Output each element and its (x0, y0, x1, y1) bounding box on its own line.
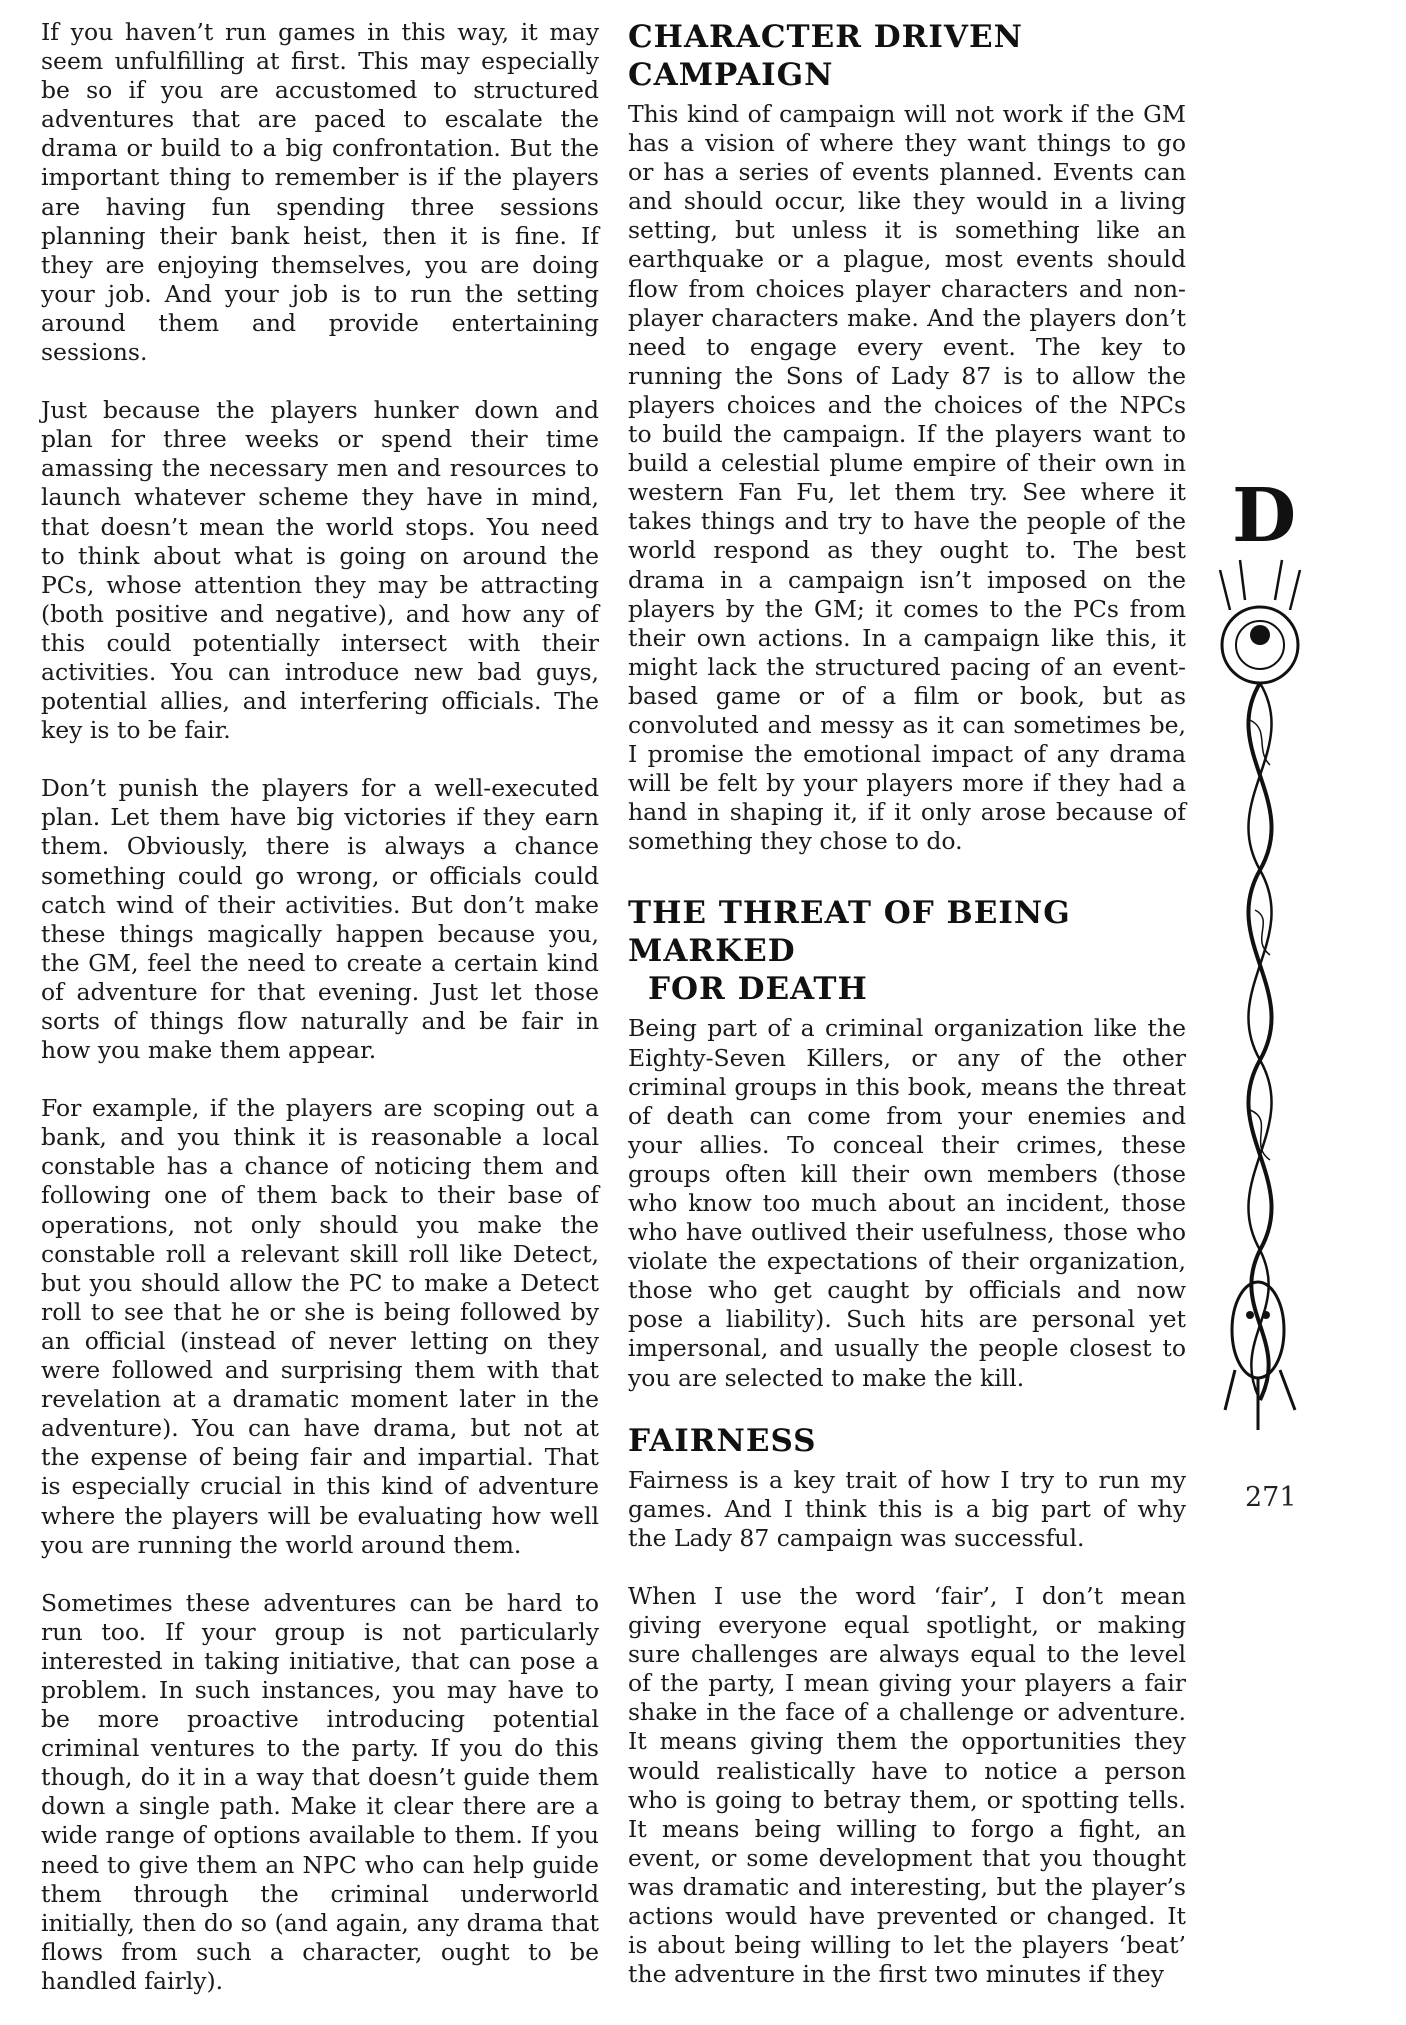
left-column (41, 18, 599, 2025)
heading-threat-of-being-marked (628, 894, 1186, 1008)
paragraph: If you haven’t run games in this way, it may seem unfulfilling at first. This may especially be so if you are accustomed to structured adventures that are paced to escalate the drama or build to a big confrontation. But the important thing to remember is if the players are having fun spending three sessions planning their bank heist, then it is fine. If they are enjoying themselves, you are doing your job. And your job is to run the setting around them and provide entertaining sessions. (41, 18, 599, 367)
heading-line: FOR DEATH (648, 971, 868, 1008)
paragraph: Don’t punish the players for a well-executed plan. Let them have big victories if they earn them. Obviously, there is always a chance something could go wrong, or officials could catch wind of their activities. But don’t make these things magically happen because you, the GM, feel the need to create a certain kind of adventure for that evening. Just let those sorts of things flow naturally and be fair in how you make them appear. (41, 774, 599, 1065)
paragraph: Fairness is a key trait of how I try to run my games. And I think this is a big part of why the Lady 87 campaign was successful. (628, 1465, 1186, 1552)
paragraph: This kind of campaign will not work if the GM has a vision of where they want things to go or has a series of events planned. Events can and should occur, like they would in a living setting, but unless it is something like an earthquake or a plague, most events should flow from choices player characters and non-player characters make. And the players don’t need to engage every event. The key to running the Sons of Lady 87 is to allow the players choices and the choices of the NPCs to build the campaign. If the players want to build a celestial plume empire of their own in western Fan Fu, let them try. See where it takes things and try to have the people of the world respond as they ought to. The best drama in a campaign isn’t imposed on the players by the GM; it comes to the PCs from their own actions. In a campaign like this, it might lack the structured pacing of an event-based game or of a film or book, but as convoluted and messy as it can sometimes be, I promise the emotional impact of any drama will be felt by your players more if they had a hand in shaping it, if it only arose because of something they chose to do. (628, 100, 1186, 856)
heading-fairness: FAIRNESS (628, 1422, 817, 1459)
paragraph: When I use the word ‘fair’, I don’t mean giving everyone equal spotlight, or making sure challenges are always equal to the level of the party, I mean giving your players a fair shake in the face of a challenge or adventure. It means giving them the opportunities they would realistically have to notice a person who is going to betray them, or spotting tells. It means being willing to forgo a fight, an event, or some development that you thought was dramatic and interesting, but the player’s actions would have prevented or changed. It is about being willing to let the players ‘beat’ the adventure in the first two minutes if they (628, 1581, 1186, 1989)
dragon-vine-ornament-icon (1200, 550, 1320, 1450)
heading-character-driven-campaign: CHARACTER DRIVEN CAMPAIGN (628, 19, 1023, 93)
paragraph: Just because the players hunker down and plan for three weeks or spend their time amassing the necessary men and resources to launch whatever scheme they have in mind, that doesn’t mean the world stops. You need to think about what is going on around the PCs, whose attention they may be attracting (both positive and negative), and how any of this could potentially intersect with their activities. You can introduce new bad guys, potential allies, and interfering officials. The key is to be fair. (41, 396, 599, 745)
right-column (628, 18, 1186, 2018)
page-number: 271 (1245, 1482, 1297, 1513)
paragraph: Sometimes these adventures can be hard to run too. If your group is not particularly interested in taking initiative, that can pose a problem. In such instances, you may have to be more proactive introducing potential criminal ventures to the party. If you do this though, do it in a way that doesn’t guide them down a single path. Make it clear there are a wide range of options available to them. If you need to give them an NPC who can help guide them through the criminal underworld initially, then do so (and again, any drama that flows from such a character, ought to be handled fairly). (41, 1588, 599, 1995)
chapter-letter: D (1232, 473, 1297, 559)
heading-line: THE THREAT OF BEING MARKED (628, 895, 1071, 970)
paragraph: For example, if the players are scoping out a bank, and you think it is reasonable a local constable has a chance of noticing them and following one of them back to their base of operations, not only should you make the constable roll a relevant skill roll like Detect, but you should allow the PC to make a Detect roll to see that he or she is being followed by an official (instead of never letting on they were followed and surprising them with that revelation at a dramatic moment later in the adventure). You can have drama, but not at the expense of being fair and impartial. That is especially crucial in this kind of adventure where the players will be evaluating how well you are running the world around them. (41, 1094, 599, 1559)
paragraph: Being part of a criminal organization like the Eighty-Seven Killers, or any of the other criminal groups in this book, means the threat of death can come from your enemies and your allies. To conceal their crimes, these groups often kill their own members (those who know too much about an incident, those who have outlived their usefulness, those who violate the expectations of their organization, those who get caught by officials and now pose a liability). Such hits are personal yet impersonal, and usually the people closest to you are selected to make the kill. (628, 1014, 1186, 1392)
